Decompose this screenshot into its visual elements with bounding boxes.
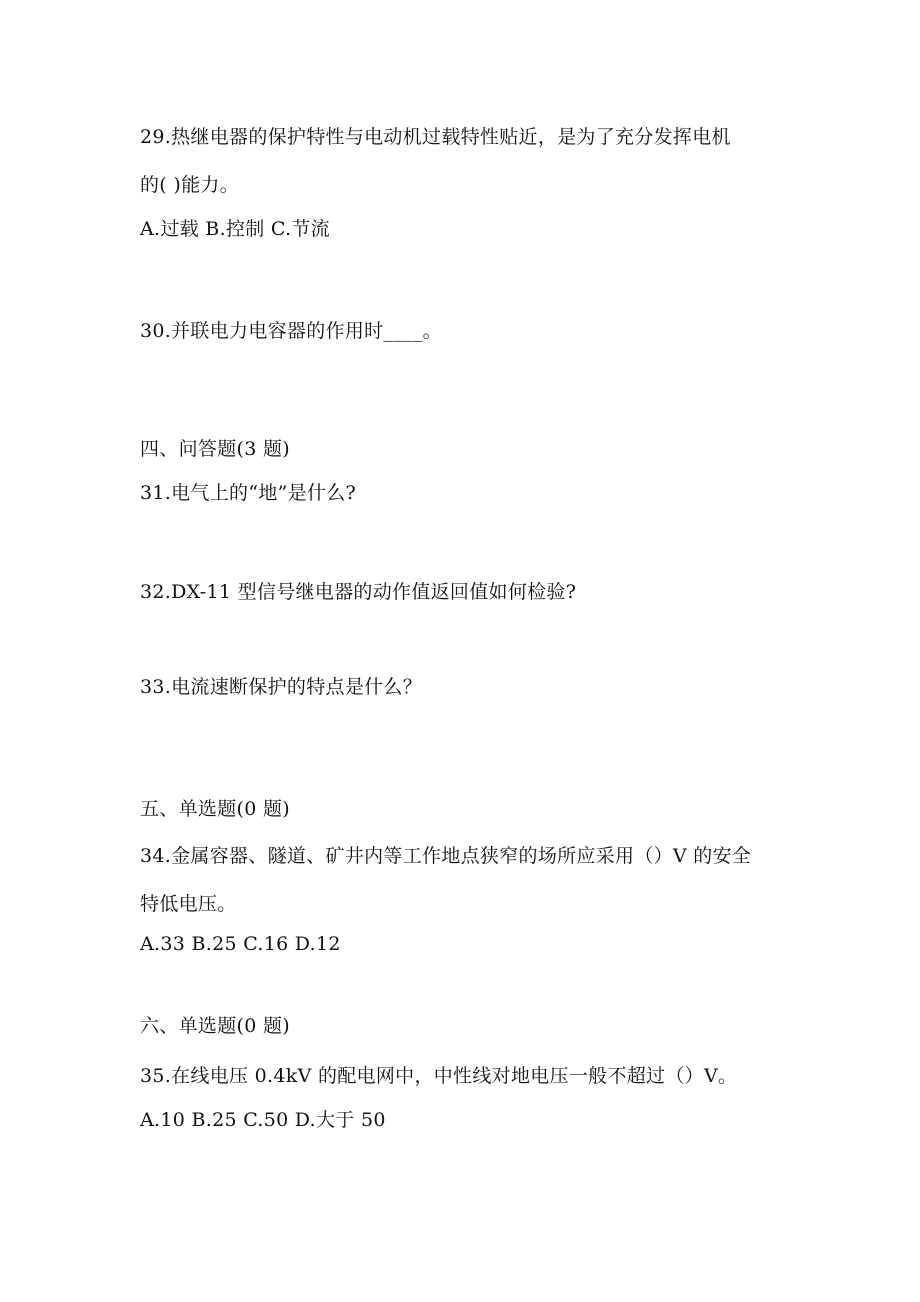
question-30-text: 30.并联电力电容器的作用时____。 — [140, 320, 442, 342]
section-heading-single-choice-6: 六、单选题(0 题) — [140, 1015, 290, 1037]
question-33-text: 33.电流速断保护的特点是什么？ — [140, 676, 423, 698]
question-35-text: 35.在线电压 0.4kV 的配电网中，中性线对地电压一般不超过（）V。 — [140, 1065, 738, 1087]
question-31-text: 31.电气上的“地”是什么? — [140, 482, 357, 504]
question-29-text: 29.热继电器的保护特性与电动机过载特性贴近，是为了充分发挥电机 — [140, 126, 731, 148]
question-35-options: A.10 B.25 C.50 D.大于 50 — [140, 1109, 386, 1131]
question-32-text: 32.DX-11 型信号继电器的动作值返回值如何检验? — [140, 581, 577, 603]
question-29-options: A.过载 B.控制 C.节流 — [140, 218, 330, 240]
question-34-options: A.33 B.25 C.16 D.12 — [140, 933, 341, 955]
section-heading-single-choice-5: 五、单选题(0 题) — [140, 798, 290, 820]
question-29-text-cont: 的( )能力。 — [140, 174, 239, 196]
section-heading-qa: 四、问答题(3 题) — [140, 438, 290, 460]
question-34-text-cont: 特低电压。 — [140, 893, 237, 915]
question-34-text: 34.金属容器、隧道、矿井内等工作地点狭窄的场所应采用（）V 的安全 — [140, 845, 752, 867]
